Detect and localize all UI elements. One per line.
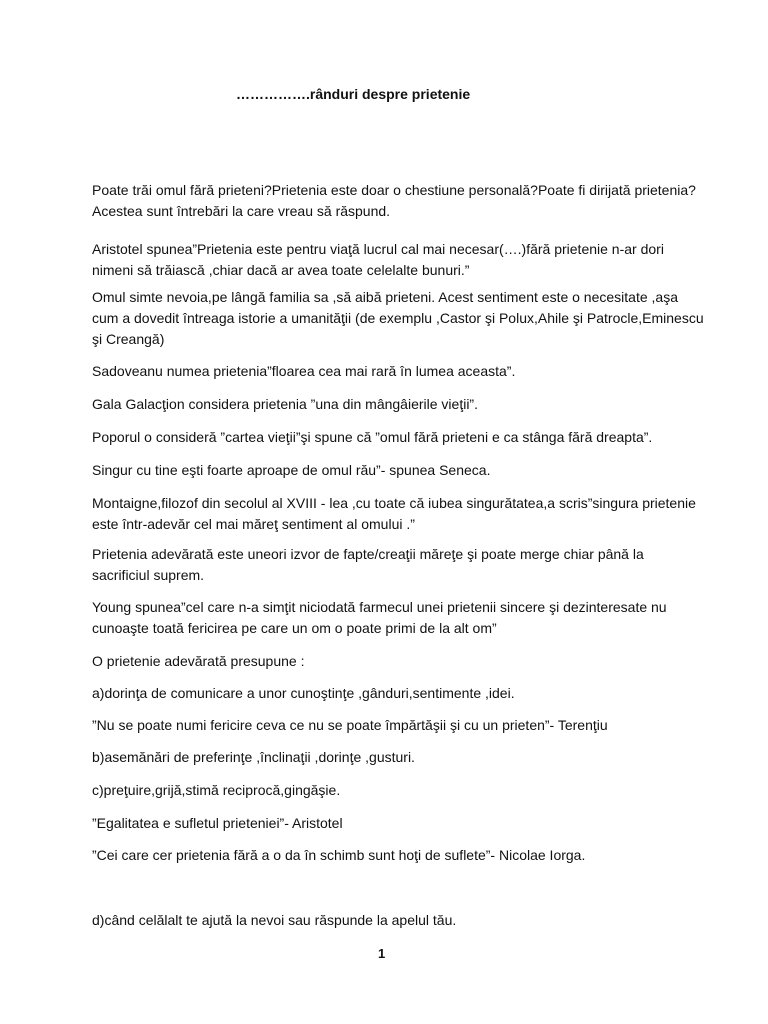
document-title: …………….rânduri despre prietenie: [236, 86, 471, 102]
paragraph-9: Prietenia adevărată este uneori izvor de fapte/creaţii măreţe şi poate merge chiar până la sacrificiul suprem.: [92, 546, 644, 583]
paragraph-1: Poate trăi omul fără prieteni?Prietenia este doar o chestiune personală?Poate fi dirijată prietenia?Acestea sunt întrebări la care vreau să răspund.: [92, 182, 696, 219]
paragraph-12: a)dorinţa de comunicare a unor cunoştinţe ,gânduri,sentimente ,idei.: [92, 685, 515, 701]
paragraph-2: Aristotel spunea”Prietenia este pentru viaţă lucrul cal mai necesar(….)fără prietenie n-ar dori nimeni să trăiască ,chiar dacă ar avea toate celelalte bunuri.”: [92, 241, 664, 278]
paragraph-17: ”Cei care cer prietenia fără a o da în schimb sunt hoţi de suflete”- Nicolae Iorga.: [92, 847, 586, 863]
paragraph-7: Singur cu tine eşti foarte aproape de omul rău”- spunea Seneca.: [92, 462, 491, 478]
paragraph-8: Montaigne,filozof din secolul al XVIII - lea ,cu toate că iubea singurătatea,a scris”singura prietenie este într-adevăr cel mai măreţ sentiment al omului .”: [92, 495, 696, 532]
paragraph-15: c)preţuire,grijă,stimă reciprocă,gingăşie.: [92, 782, 341, 798]
paragraph-11: O prietenie adevărată presupune :: [92, 653, 305, 669]
paragraph-16: ”Egalitatea e sufletul prieteniei”- Aristotel: [92, 815, 343, 831]
paragraph-4: Sadoveanu numea prietenia”floarea cea mai rară în lumea aceasta”.: [92, 363, 516, 379]
paragraph-10: Young spunea”cel care n-a simţit niciodată farmecul unei prietenii sincere şi dezinteresate nu cunoaşte toată fericirea pe care un om o poate primi de la alt om”: [92, 599, 667, 636]
paragraph-13: ”Nu se poate numi fericire ceva ce nu se poate împărtăşii şi cu un prieten”- Terenţiu: [92, 717, 608, 733]
page-number: 1: [378, 946, 386, 961]
paragraph-18: d)când celălalt te ajută la nevoi sau răspunde la apelul tău.: [92, 912, 457, 928]
paragraph-6: Poporul o consideră ”cartea vieţii”şi spune că ”omul fără prieteni e ca stânga fără dreapta”.: [92, 429, 653, 445]
paragraph-3: Omul simte nevoia,pe lângă familia sa ,să aibă prieteni. Acest sentiment este o necesitate ,aşa cum a dovedit întreaga istorie a umanităţii (de exemplu ,Castor şi Polux,Ahile şi Patrocle,Eminescu şi Creangă): [92, 289, 704, 347]
paragraph-5: Gala Galacţion considera prietenia ”una din mângâierile vieţii”.: [92, 396, 478, 412]
paragraph-14: b)asemănări de preferinţe ,înclinaţii ,dorinţe ,gusturi.: [92, 749, 415, 765]
